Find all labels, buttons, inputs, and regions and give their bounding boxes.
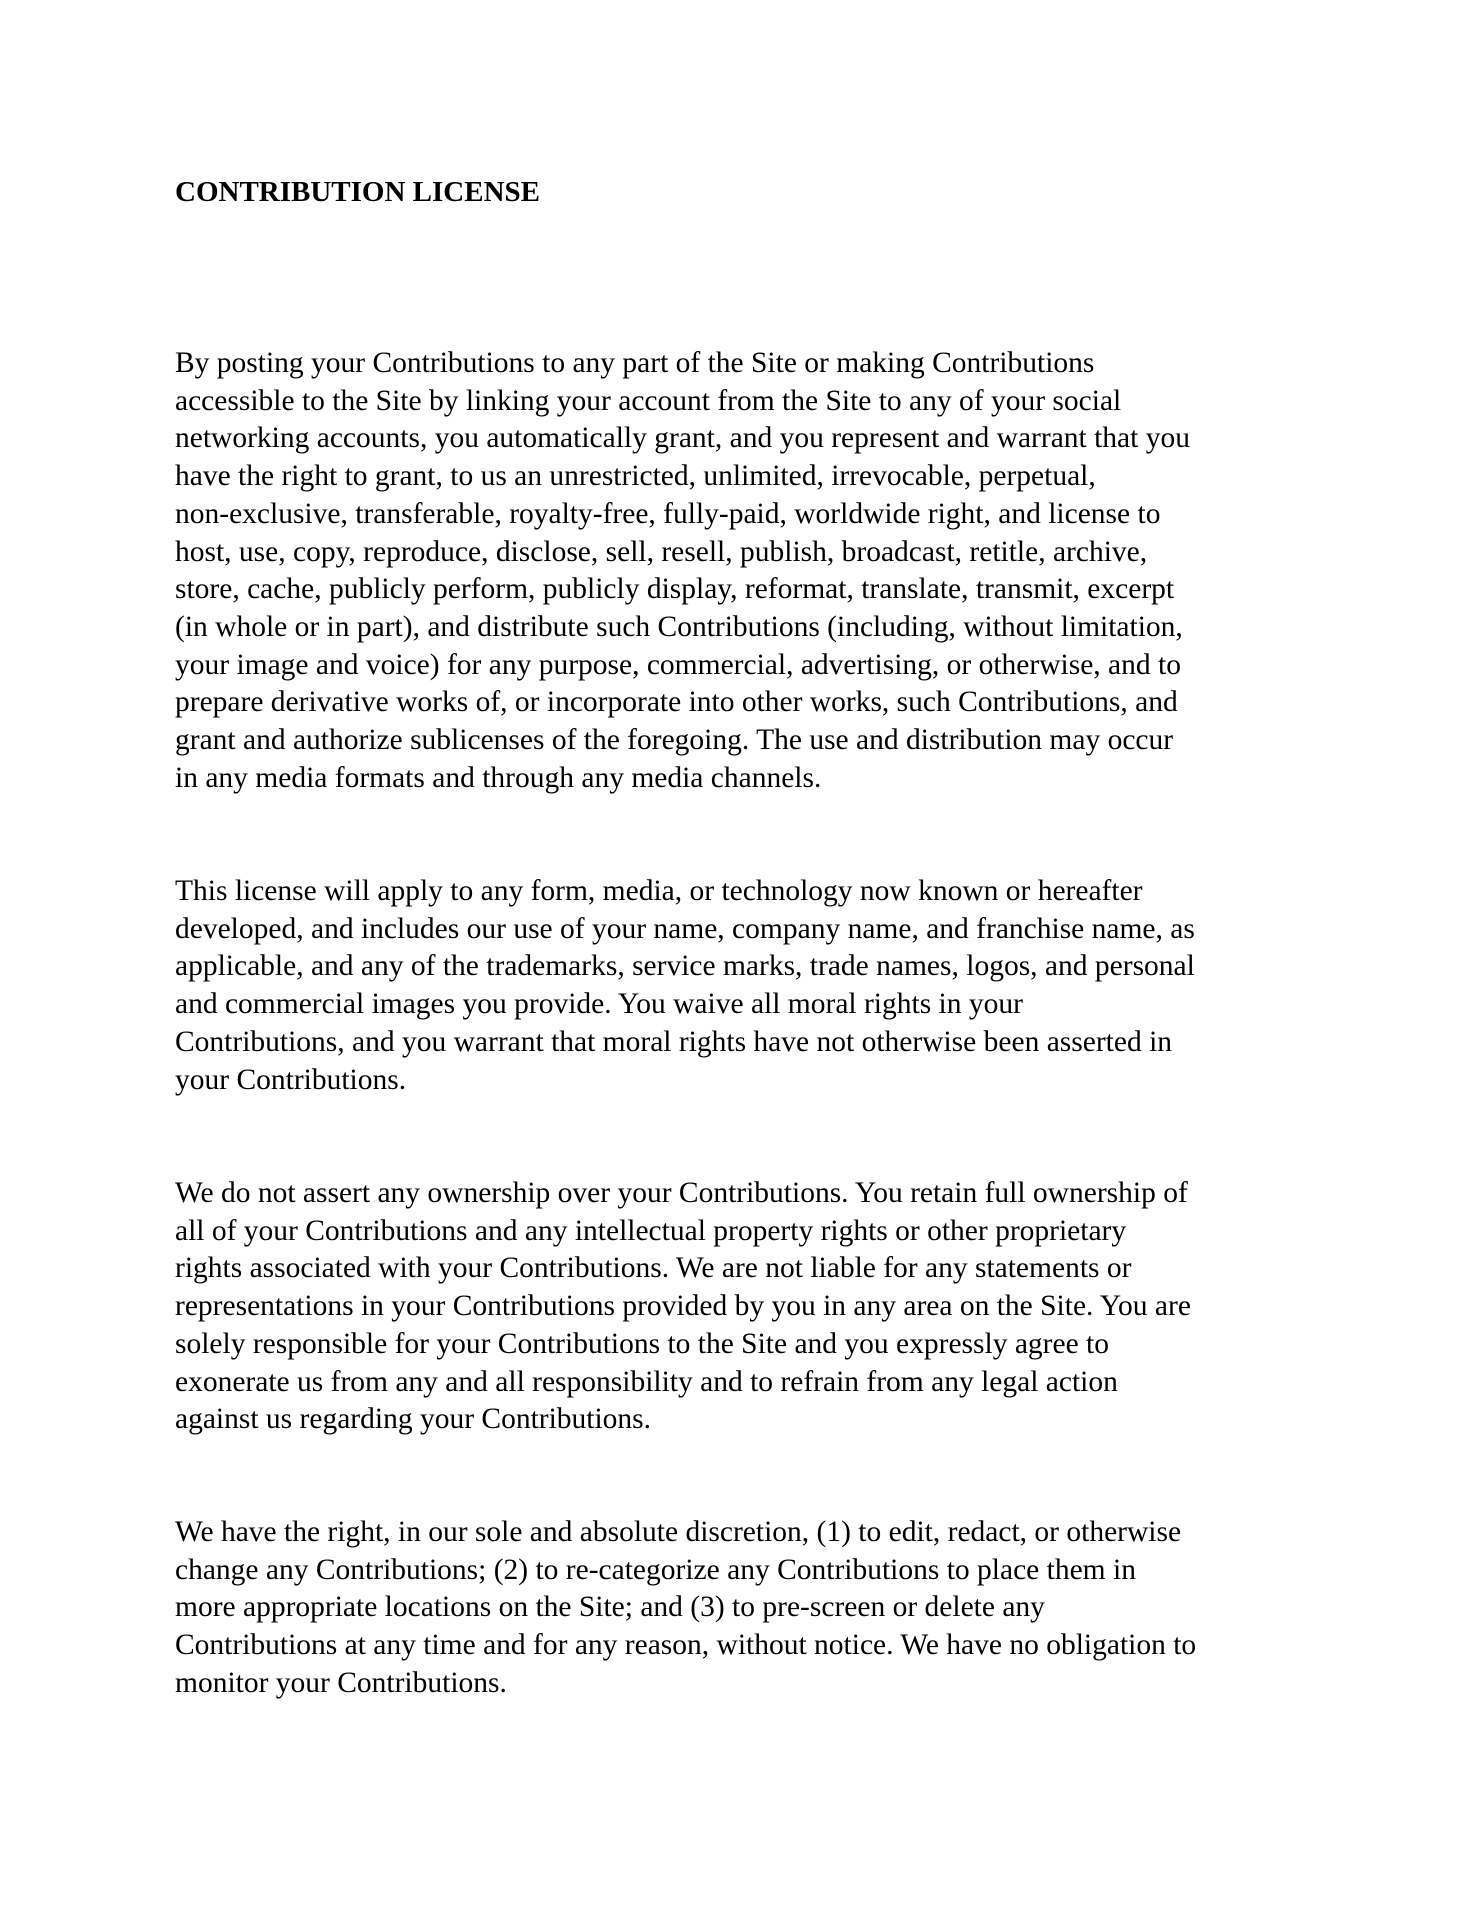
- paragraph-license-grant: [175, 345, 1327, 797]
- text-line: accessible to the Site by linking your account from the Site to any of your social: [175, 384, 1122, 417]
- text-line: networking accounts, you automatically grant, and you represent and warrant that you: [175, 422, 1190, 455]
- text-line: grant and authorize sublicenses of the foregoing. The use and distribution may occur: [175, 724, 1174, 757]
- text-line: (in whole or in part), and distribute such Contributions (including, without limitation,: [175, 610, 1183, 643]
- text-line: host, use, copy, reproduce, disclose, sell, resell, publish, broadcast, retitle, archive,: [175, 535, 1148, 568]
- text-line: change any Contributions; (2) to re-categorize any Contributions to place them in: [175, 1553, 1136, 1586]
- text-line: This license will apply to any form, media, or technology now known or hereafter: [175, 875, 1143, 907]
- text-line: all of your Contributions and any intellectual property rights or other proprietary: [175, 1214, 1127, 1247]
- text-line: monitor your Contributions.: [175, 1666, 507, 1699]
- text-line: prepare derivative works of, or incorporate into other works, such Contributions, and: [175, 686, 1178, 719]
- text-line: We do not assert any ownership over your Contributions. You retain full ownership of: [175, 1177, 1188, 1209]
- text-line: By posting your Contributions to any part of the Site or making Contributions: [175, 347, 1095, 379]
- text-line: your Contributions.: [175, 1063, 407, 1096]
- text-line: Contributions, and you warrant that moral rights have not otherwise been asserted in: [175, 1025, 1173, 1058]
- paragraph-ownership: [175, 1175, 1327, 1439]
- text-line: exonerate us from any and all responsibility and to refrain from any legal action: [175, 1365, 1118, 1398]
- text-line: We have the right, in our sole and absolute discretion, (1) to edit, redact, or otherwise: [175, 1516, 1182, 1548]
- text-line: and commercial images you provide. You waive all moral rights in your: [175, 988, 1023, 1021]
- text-line: Contributions at any time and for any reason, without notice. We have no obligation to: [175, 1629, 1197, 1662]
- text-line: rights associated with your Contributions. We are not liable for any statements or: [175, 1252, 1132, 1285]
- text-line: non-exclusive, transferable, royalty-free, fully-paid, worldwide right, and license to: [175, 497, 1161, 530]
- text-line: have the right to grant, to us an unrestricted, unlimited, irrevocable, perpetual,: [175, 460, 1096, 493]
- text-line: representations in your Contributions provided by you in any area on the Site. You are: [175, 1290, 1191, 1323]
- paragraph-editing-rights: [175, 1514, 1327, 1703]
- document-title: CONTRIBUTION LICENSE: [175, 176, 541, 208]
- text-line: against us regarding your Contributions.: [175, 1403, 652, 1436]
- text-line: developed, and includes our use of your name, company name, and franchise name, as: [175, 912, 1195, 945]
- text-line: solely responsible for your Contributions to the Site and you expressly agree to: [175, 1327, 1110, 1360]
- text-line: more appropriate locations on the Site; and (3) to pre-screen or delete any: [175, 1591, 1045, 1624]
- paragraph-license-scope: [175, 873, 1327, 1099]
- text-line: in any media formats and through any media channels.: [175, 761, 822, 794]
- text-line: store, cache, publicly perform, publicly display, reformat, translate, transmit, excerpt: [175, 573, 1175, 606]
- text-line: applicable, and any of the trademarks, service marks, trade names, logos, and personal: [175, 950, 1195, 983]
- text-line: your image and voice) for any purpose, commercial, advertising, or otherwise, and to: [175, 648, 1181, 681]
